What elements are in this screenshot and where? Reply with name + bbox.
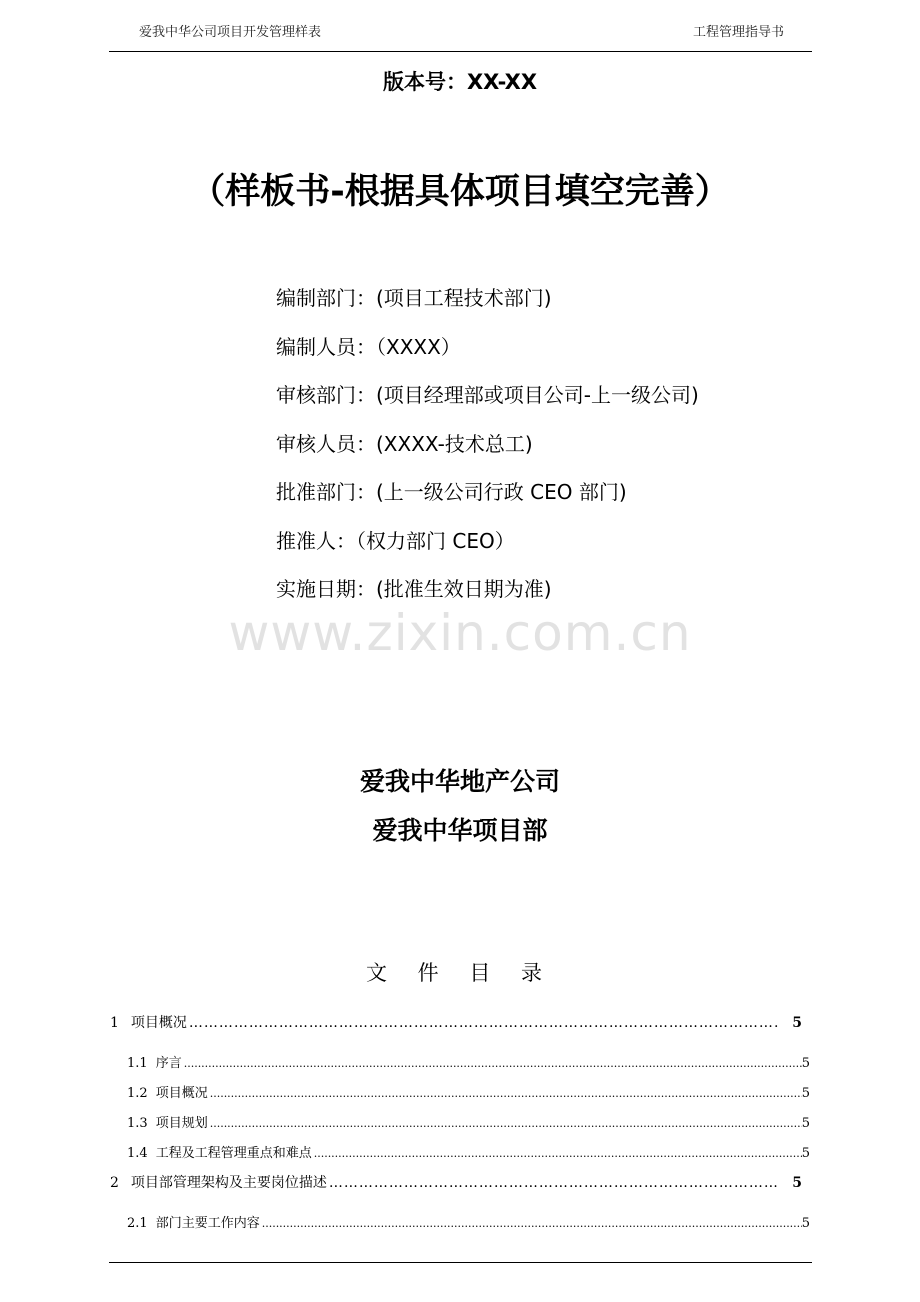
toc-entry-label: 部门主要工作内容	[155, 1216, 260, 1231]
info-value: （XXXX）	[376, 334, 461, 359]
toc-dot-leader	[329, 1175, 778, 1191]
toc-entry-label: 项目规划	[155, 1116, 208, 1131]
info-label: 推准人：	[276, 528, 356, 553]
toc-entry-number: 1.3	[127, 1116, 148, 1131]
info-row-reviewer	[276, 428, 699, 477]
toc-title: 文 件 目 录	[365, 961, 555, 985]
project-department-name: 爱我中华项目部	[372, 816, 548, 845]
toc-dot-leader	[314, 1146, 802, 1161]
toc-entry[interactable]	[110, 1052, 810, 1082]
document-title: （样板书-根据具体项目填空完善）	[190, 172, 730, 212]
toc-entry[interactable]	[110, 1082, 810, 1112]
info-label: 审核人员：	[276, 431, 376, 456]
toc-entry-number: 2	[110, 1175, 119, 1191]
header-left-text: 爱我中华公司项目开发管理样表	[139, 25, 322, 40]
info-value: （权力部门 CEO）	[356, 528, 515, 553]
version-number: 版本号：XX-XX	[382, 70, 538, 94]
toc-entry[interactable]	[110, 1012, 810, 1052]
toc-entry-label: 项目部管理架构及主要岗位描述	[130, 1175, 327, 1191]
info-label: 编制人员：	[276, 334, 376, 359]
info-label: 审核部门：	[276, 383, 376, 407]
header-right-text: 工程管理指导书	[692, 25, 784, 40]
toc-entry-page: 5	[801, 1086, 810, 1101]
toc-entry-page: 5	[801, 1056, 810, 1071]
toc-entry-label: 项目概况	[130, 1015, 187, 1031]
toc-dot-leader	[210, 1086, 802, 1101]
approval-info-list	[276, 282, 699, 622]
toc-entry[interactable]	[110, 1112, 810, 1142]
watermark: www.zixin.com.cn	[228, 604, 692, 662]
info-value: (项目经理部或项目公司-上一级公司)	[376, 383, 699, 407]
info-row-approval-dept	[276, 476, 699, 525]
toc-entry[interactable]	[110, 1142, 810, 1172]
toc-entry-page: 5	[792, 1015, 802, 1031]
toc-entry[interactable]	[110, 1172, 810, 1212]
info-row-approver	[276, 525, 699, 574]
info-value: (批准生效日期为准)	[376, 577, 552, 601]
table-of-contents	[110, 1012, 810, 1242]
toc-dot-leader	[184, 1056, 802, 1071]
toc-entry-number: 1.1	[127, 1056, 148, 1071]
toc-entry[interactable]	[110, 1212, 810, 1242]
info-value: (XXXX-技术总工)	[376, 431, 533, 456]
info-row-compiler	[276, 331, 699, 380]
toc-entry-number: 1.4	[127, 1146, 148, 1161]
page-header	[109, 18, 812, 52]
info-label: 实施日期：	[276, 577, 376, 601]
company-name: 爱我中华地产公司	[359, 767, 560, 796]
info-label: 批准部门：	[276, 480, 376, 504]
info-label: 编制部门：	[276, 286, 376, 310]
info-row-compile-dept	[276, 282, 699, 331]
toc-entry-number: 2.1	[127, 1216, 148, 1231]
toc-dot-leader	[210, 1116, 802, 1131]
toc-entry-page: 5	[792, 1175, 802, 1191]
toc-entry-page: 5	[801, 1146, 810, 1161]
toc-entry-label: 工程及工程管理重点和难点	[155, 1146, 312, 1161]
toc-entry-label: 项目概况	[155, 1086, 208, 1101]
toc-dot-leader	[189, 1015, 778, 1031]
info-value: (项目工程技术部门)	[376, 286, 552, 310]
toc-entry-page: 5	[801, 1116, 810, 1131]
toc-entry-number: 1.2	[127, 1086, 148, 1101]
toc-dot-leader	[262, 1216, 802, 1231]
toc-entry-number: 1	[110, 1015, 119, 1031]
footer-divider	[109, 1262, 812, 1263]
info-value: (上一级公司行政 CEO 部门)	[376, 480, 627, 504]
info-row-review-dept	[276, 379, 699, 428]
toc-entry-label: 序言	[155, 1056, 182, 1071]
toc-entry-page: 5	[801, 1216, 810, 1231]
